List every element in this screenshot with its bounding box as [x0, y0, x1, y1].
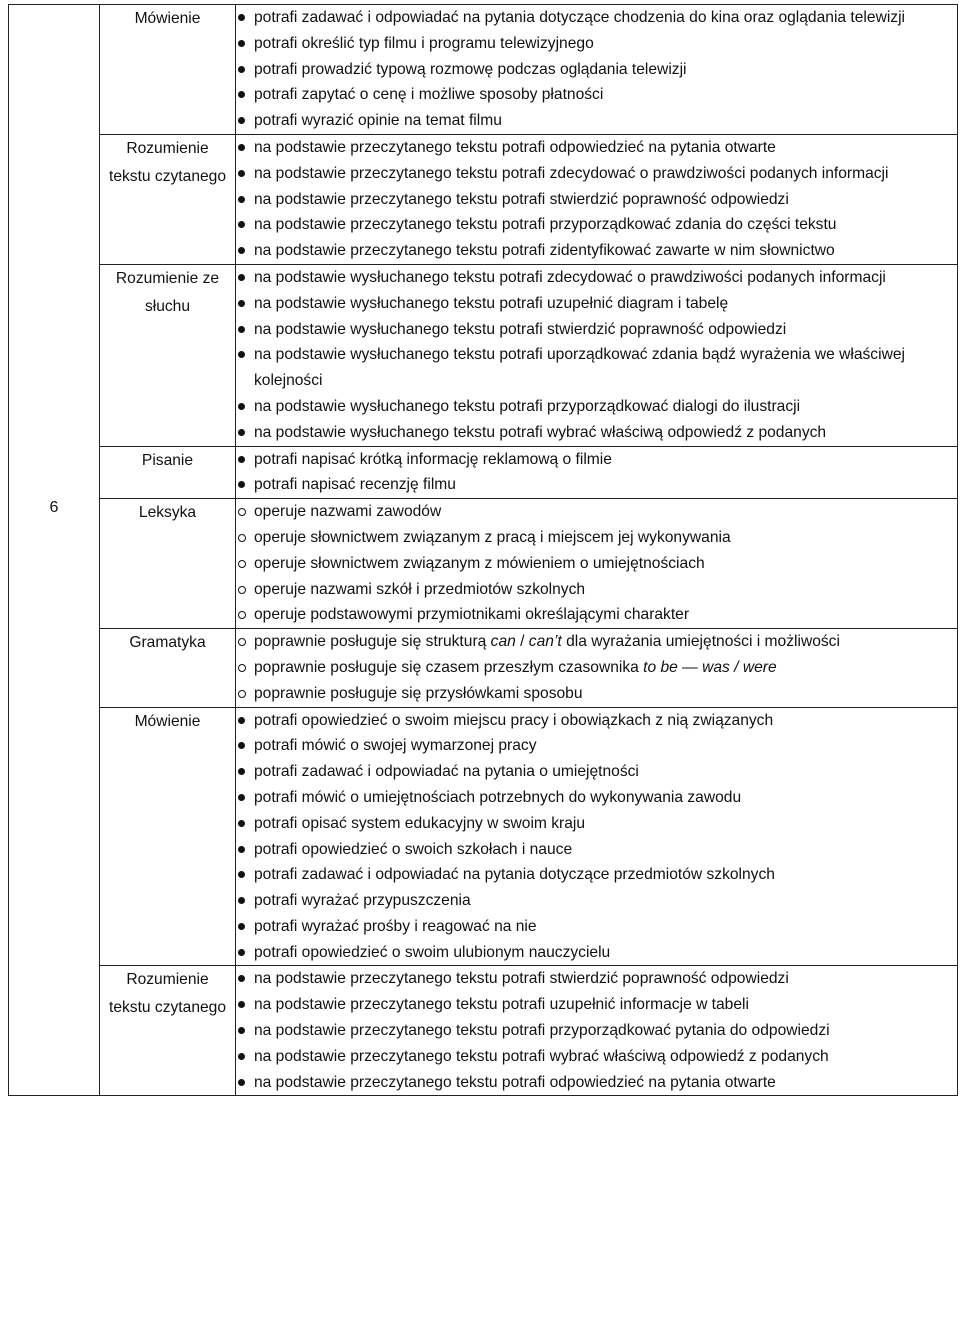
grammar-term: can’t	[528, 633, 562, 651]
list-item-text: na podstawie przeczytanego tekstu potrafi zidentyfikować zawarte w nim słownictwo	[254, 242, 835, 260]
bullet-icon	[238, 638, 246, 646]
bullet-icon	[238, 508, 246, 516]
list-item-text: potrafi opisać system edukacyjny w swoim kraju	[254, 814, 586, 832]
list-item	[236, 161, 957, 187]
bullet-icon	[238, 871, 245, 878]
section-row	[9, 629, 958, 707]
skill-label: Mówienie	[134, 712, 201, 730]
section-row	[9, 5, 958, 135]
bullet-icon	[238, 351, 245, 358]
list-item	[236, 212, 957, 238]
list-item	[236, 82, 957, 108]
list-item-text: potrafi napisać krótką informację reklamową o filmie	[254, 450, 612, 468]
skill-label: Gramatyka	[129, 634, 206, 652]
skill-cell	[100, 446, 236, 499]
list-item-text: potrafi opowiedzieć o swoim miejscu pracy i obowiązkach z nią związanych	[254, 711, 774, 729]
bullet-icon	[238, 326, 245, 333]
list-item-text: na podstawie wysłuchanego tekstu potrafi uzupełnić diagram i tabelę	[254, 294, 729, 312]
list-item	[236, 135, 957, 161]
items-cell	[236, 629, 958, 707]
list-item	[236, 265, 957, 291]
bullet-icon	[238, 247, 245, 254]
list-item-text: operuje podstawowymi przymiotnikami określającymi charakter	[254, 606, 690, 624]
list-item	[236, 862, 957, 888]
bullet-icon	[238, 1079, 245, 1086]
skill-label: Pisanie	[141, 451, 194, 469]
bullet-icon	[238, 534, 246, 542]
list-item-text: na podstawie przeczytanego tekstu potrafi wybrać właściwą odpowiedź z podanych	[254, 1047, 829, 1065]
list-item-text: na podstawie wysłuchanego tekstu potrafi przyporządkować dialogi do ilustracji	[254, 397, 801, 415]
bullet-icon	[238, 717, 245, 724]
list-item	[236, 447, 957, 473]
list-item	[236, 57, 957, 83]
section-row	[9, 707, 958, 966]
bullet-icon	[238, 196, 245, 203]
bullet-icon	[238, 611, 246, 619]
list-item-text: na podstawie przeczytanego tekstu potrafi stwierdzić poprawność odpowiedzi	[254, 970, 789, 988]
bullet-icon	[238, 1001, 245, 1008]
list-item	[236, 472, 957, 498]
list-item	[236, 759, 957, 785]
list-item-text: poprawnie posługuje się strukturą	[254, 633, 491, 651]
list-item	[236, 551, 957, 577]
list-item	[236, 629, 957, 655]
bullet-icon	[238, 923, 245, 930]
list-item	[236, 31, 957, 57]
list-item-text: na podstawie wysłuchanego tekstu potrafi wybrać właściwą odpowiedź z podanych	[254, 423, 827, 441]
list-item-text: operuje słownictwem związanym z mówieniem o umiejętnościach	[254, 554, 705, 572]
skill-cell	[100, 134, 236, 264]
list-item-text: potrafi opowiedzieć o swoich szkołach i nauce	[254, 840, 573, 858]
skill-items-list	[236, 966, 957, 1095]
list-item	[236, 708, 957, 734]
list-item	[236, 992, 957, 1018]
list-item-text: operuje słownictwem związanym z pracą i miejscem jej wykonywania	[254, 528, 731, 546]
list-item-text: na podstawie wysłuchanego tekstu potrafi uporządkować zdania bądź wyrażenia we właściwej kolejności	[254, 346, 905, 390]
list-item-text: potrafi mówić o umiejętnościach potrzebnych do wykonywania zawodu	[254, 788, 742, 806]
bullet-icon	[238, 456, 245, 463]
section-row	[9, 966, 958, 1096]
list-item-text: na podstawie wysłuchanego tekstu potrafi stwierdzić poprawność odpowiedzi	[254, 320, 787, 338]
skill-label: Leksyka	[138, 504, 197, 522]
list-item	[236, 1070, 957, 1096]
bullet-icon	[238, 91, 245, 98]
bullet-icon	[238, 897, 245, 904]
section-row	[9, 134, 958, 264]
list-item	[236, 940, 957, 966]
skill-label: Mówienie	[134, 10, 201, 27]
list-item-text: na podstawie przeczytanego tekstu potrafi przyporządkować zdania do części tekstu	[254, 216, 837, 234]
list-item-text: potrafi mówić o swojej wymarzonej pracy	[254, 737, 537, 755]
bullet-icon	[238, 586, 246, 594]
section-row	[9, 264, 958, 446]
list-item	[236, 317, 957, 343]
skill-label: Rozumienie tekstu czytanego	[108, 971, 227, 1017]
bullet-icon	[238, 170, 245, 177]
list-item-text: na podstawie przeczytanego tekstu potrafi odpowiedzieć na pytania otwarte	[254, 1073, 776, 1091]
list-item	[236, 5, 957, 31]
bullet-icon	[238, 742, 245, 749]
list-item-text: potrafi zadawać i odpowiadać na pytania dotyczące przedmiotów szkolnych	[254, 866, 775, 884]
list-item-text: na podstawie przeczytanego tekstu potrafi stwierdzić poprawność odpowiedzi	[254, 190, 789, 208]
list-item-text: na podstawie przeczytanego tekstu potrafi odpowiedzieć na pytania otwarte	[254, 138, 776, 156]
list-item	[236, 811, 957, 837]
list-item-text: potrafi wyrazić opinie na temat filmu	[254, 112, 502, 130]
bullet-icon	[238, 117, 245, 124]
bullet-icon	[238, 1053, 245, 1060]
section-row	[9, 446, 958, 499]
bullet-icon	[238, 664, 246, 672]
skill-cell	[100, 707, 236, 966]
bullet-icon	[238, 794, 245, 801]
bullet-icon	[238, 66, 245, 73]
skill-cell	[100, 264, 236, 446]
skill-items-list	[236, 629, 957, 706]
level-cell-empty	[9, 5, 100, 499]
list-item	[236, 785, 957, 811]
skill-cell	[100, 966, 236, 1096]
skill-items-list	[236, 265, 957, 446]
bullet-icon	[238, 768, 245, 775]
bullet-icon	[238, 300, 245, 307]
bullet-icon	[238, 274, 245, 281]
list-item	[236, 342, 957, 394]
list-item	[236, 420, 957, 446]
list-item	[236, 602, 957, 628]
skill-cell	[100, 499, 236, 629]
list-item-text: potrafi zapytać o cenę i możliwe sposoby płatności	[254, 86, 604, 104]
skill-items-list	[236, 447, 957, 499]
skill-label: Rozumienie ze słuchu	[115, 269, 220, 315]
list-item	[236, 108, 957, 134]
list-item-text: potrafi określić typ filmu i programu telewizyjnego	[254, 34, 594, 52]
skill-items-list	[236, 5, 957, 134]
items-cell	[236, 264, 958, 446]
list-item	[236, 291, 957, 317]
skill-items-list	[236, 708, 957, 966]
list-item-text: na podstawie przeczytanego tekstu potrafi uzupełnić informacje w tabeli	[254, 996, 749, 1014]
items-cell	[236, 446, 958, 499]
list-item-text: operuje nazwami zawodów	[254, 503, 442, 521]
bullet-icon	[238, 403, 245, 410]
list-item-text: operuje nazwami szkół i przedmiotów szkolnych	[254, 580, 586, 598]
bullet-icon	[238, 846, 245, 853]
list-item-text: na podstawie przeczytanego tekstu potrafi przyporządkować pytania do odpowiedzi	[254, 1022, 830, 1040]
skill-cell	[100, 629, 236, 707]
list-item	[236, 888, 957, 914]
level-number: 6	[9, 499, 100, 1096]
list-item-text: na podstawie przeczytanego tekstu potrafi zdecydować o prawdziwości podanych informacji	[254, 164, 889, 182]
list-item-text: potrafi prowadzić typową rozmowę podczas oglądania telewizji	[254, 60, 687, 78]
list-item-text: /	[515, 633, 529, 651]
bullet-icon	[238, 429, 245, 436]
bullet-icon	[238, 221, 245, 228]
list-item	[236, 733, 957, 759]
bullet-icon	[238, 690, 246, 698]
list-item-text: potrafi zadawać i odpowiadać na pytania o umiejętności	[254, 763, 639, 781]
bullet-icon	[238, 144, 245, 151]
list-item	[236, 655, 957, 681]
list-item-text: potrafi zadawać i odpowiadać na pytania dotyczące chodzenia do kina oraz oglądania telewizji	[254, 9, 906, 26]
list-item-text: na podstawie wysłuchanego tekstu potrafi zdecydować o prawdziwości podanych informacji	[254, 268, 886, 286]
list-item-text: dla wyrażania umiejętności i możliwości	[561, 633, 840, 651]
list-item	[236, 577, 957, 603]
list-item	[236, 1018, 957, 1044]
bullet-icon	[238, 949, 245, 956]
list-item	[236, 499, 957, 525]
bullet-icon	[238, 40, 245, 47]
items-cell	[236, 134, 958, 264]
items-cell	[236, 5, 958, 135]
section-row	[9, 499, 958, 629]
items-cell	[236, 707, 958, 966]
bullet-icon	[238, 820, 245, 827]
list-item-text: potrafi opowiedzieć o swoim ulubionym nauczycielu	[254, 943, 611, 961]
bullet-icon	[238, 1027, 245, 1034]
grammar-term: can	[490, 633, 516, 651]
items-cell	[236, 966, 958, 1096]
list-item	[236, 914, 957, 940]
skill-cell	[100, 5, 236, 135]
curriculum-table	[8, 4, 958, 1096]
list-item-text: poprawnie posługuje się przysłówkami sposobu	[254, 684, 583, 702]
list-item-text: potrafi wyrażać prośby i reagować na nie	[254, 917, 537, 935]
list-item-text: potrafi wyrażać przypuszczenia	[254, 892, 471, 910]
list-item	[236, 1044, 957, 1070]
list-item-text: poprawnie posługuje się czasem przeszłym czasownika	[254, 658, 644, 676]
skill-items-list	[236, 135, 957, 264]
list-item	[236, 187, 957, 213]
list-item	[236, 837, 957, 863]
list-item	[236, 394, 957, 420]
list-item	[236, 238, 957, 264]
items-cell	[236, 499, 958, 629]
grammar-term: to be — was / were	[643, 658, 777, 676]
bullet-icon	[238, 14, 245, 21]
skill-items-list	[236, 499, 957, 628]
list-item	[236, 681, 957, 707]
bullet-icon	[238, 975, 245, 982]
bullet-icon	[238, 560, 246, 568]
list-item	[236, 966, 957, 992]
skill-label: Rozumienie tekstu czytanego	[108, 139, 227, 185]
bullet-icon	[238, 481, 245, 488]
list-item	[236, 525, 957, 551]
list-item-text: potrafi napisać recenzję filmu	[254, 476, 456, 494]
